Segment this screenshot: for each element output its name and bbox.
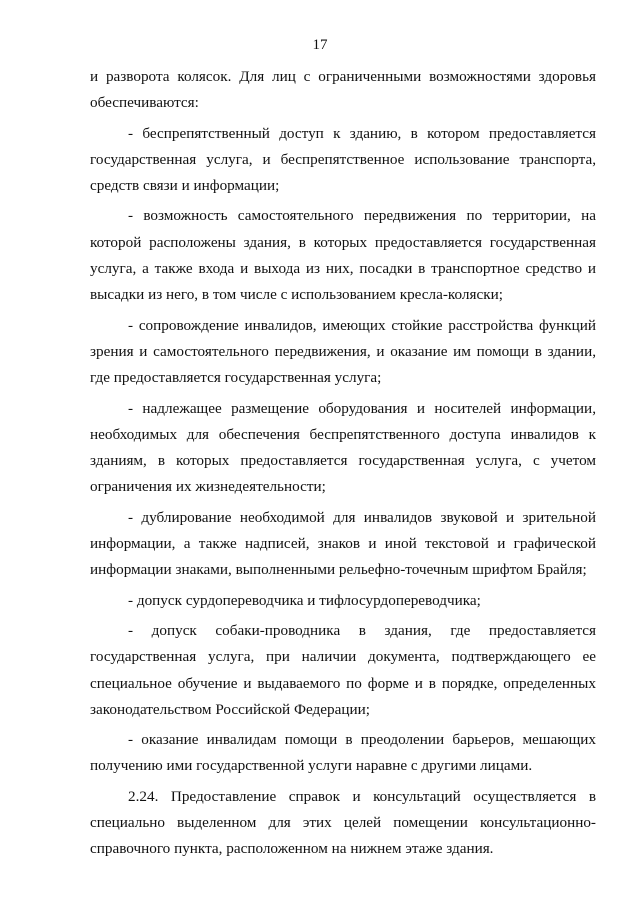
- list-item-braille-duplication: - дублирование необходимой для инвалидов звуковой и зрительной информации, а также надписей, знаков и иной текстовой и графической информации знаками, выполненными рельефно-точечным шрифтом Брайля;: [90, 508, 596, 579]
- list-item-equipment-placement: - надлежащее размещение оборудования и носителей информации, необходимых для обеспечения беспрепятственного доступа инвалидов к зданиям, в которых предоставляется государственная услуга, с учетом ограничения их жизнедеятельности;: [90, 399, 596, 496]
- paragraph-intro: и разворота колясок. Для лиц с ограниченными возможностями здоровья обеспечиваются:: [90, 68, 596, 112]
- list-item-sign-interpreter: - допуск сурдопереводчика и тифлосурдопереводчика;: [128, 591, 481, 609]
- list-item-barrier-assistance: - оказание инвалидам помощи в преодолении барьеров, мешающих получению ими государственной услуги наравне с другими лицами.: [90, 731, 596, 775]
- list-item-building-access: - беспрепятственный доступ к зданию, в котором предоставляется государственная услуга, и беспрепятственное использование транспорта, средств связи и информации;: [90, 124, 596, 195]
- list-item-guide-dog: - допуск собаки-проводника в здания, где предоставляется государственная услуга, при наличии документа, подтверждающего ее специальное обучение и выдаваемого по форме и в порядке, определенных законодательством Российской Федерации;: [90, 621, 596, 718]
- document-body: [90, 64, 596, 863]
- paragraph-section-2-24: 2.24. Предоставление справок и консультаций осуществляется в специально выделенном для этих целей помещении консультационно-справочного пункта, расположенном на нижнем этаже здания.: [90, 787, 596, 858]
- list-item-independent-movement: - возможность самостоятельного передвижения по территории, на которой расположены здания, в которых предоставляется государственная услуга, а также входа и выхода из них, посадки в транспортное средство и высадки из него, в том числе с использованием кресла-коляски;: [90, 207, 596, 304]
- list-item-escort-assistance: - сопровождение инвалидов, имеющих стойкие расстройства функций зрения и самостоятельного передвижения, и оказание им помощи в здании, где предоставляется государственная услуга;: [90, 316, 596, 387]
- page-number: 17: [312, 37, 328, 53]
